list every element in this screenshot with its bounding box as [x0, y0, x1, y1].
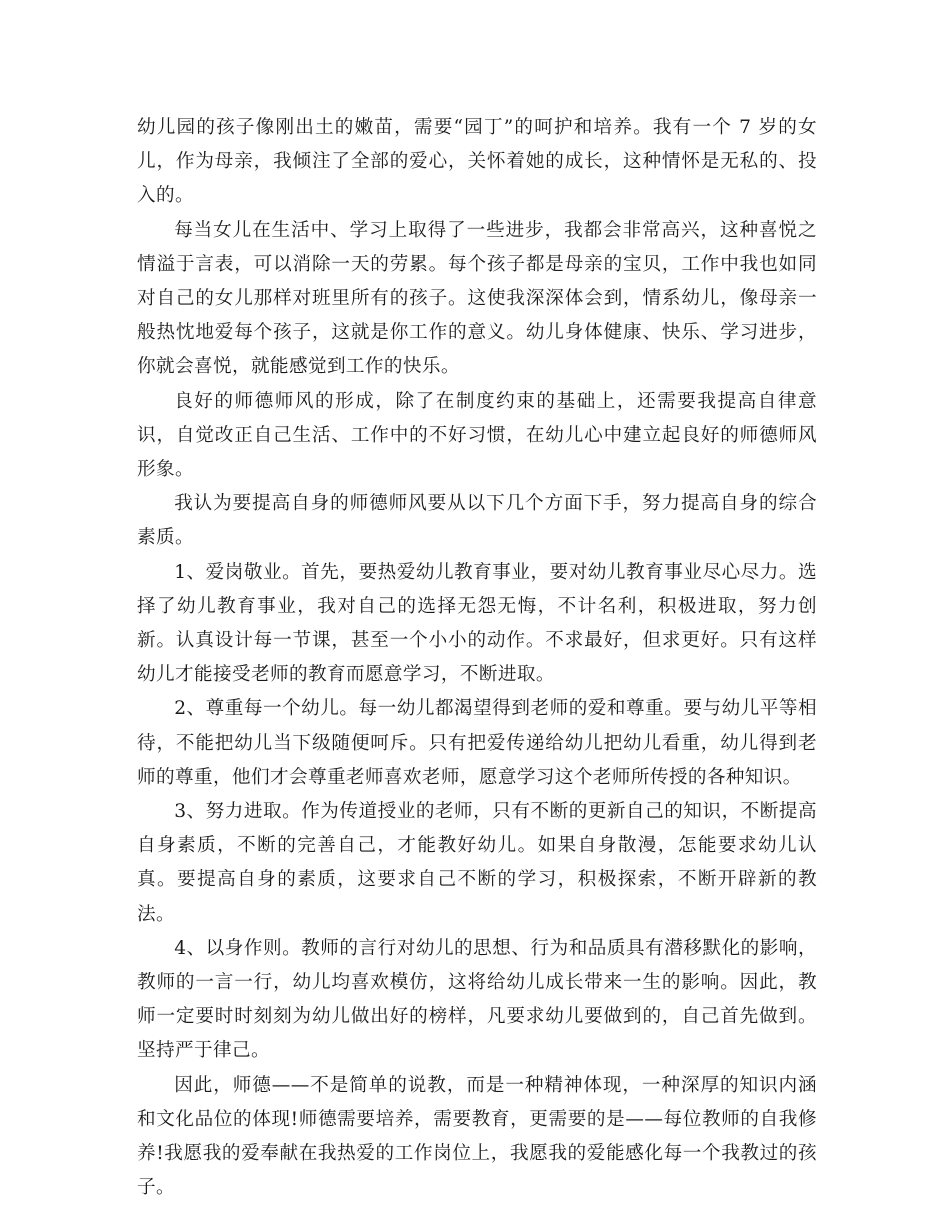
paragraph: 我认为要提高自身的师德师风要从以下几个方面下手，努力提高自身的综合素质。	[137, 493, 817, 549]
paragraph: 良好的师德师风的形成，除了在制度约束的基础上，还需要我提高自律意识，自觉改正自己生活、工作中的不好习惯，在幼儿心中建立起良好的师德师风形象。	[137, 390, 817, 481]
paragraph: 因此，师德——不是简单的说教，而是一种精神体现，一种深厚的知识内涵和文化品位的体现!师德需要培养，需要教育，更需要的是——每位教师的自我修养!我愿我的爱奉献在我热爱的工作岗位上，我愿我的爱能感化每一个我教过的孩子。	[137, 1074, 817, 1199]
paragraph: 4、以身作则。教师的言行对幼儿的思想、行为和品质具有潜移默化的影响，教师的一言一行，幼儿均喜欢模仿，这将给幼儿成长带来一生的影响。因此，教师一定要时时刻刻为幼儿做出好的榜样，凡要求幼儿要做到的，自己首先做到。坚持严于律己。	[137, 937, 817, 1062]
document-body	[137, 111, 817, 1206]
paragraph: 2、尊重每一个幼儿。每一幼儿都渴望得到老师的爱和尊重。要与幼儿平等相待，不能把幼儿当下级随便呵斥。只有把爱传递给幼儿把幼儿看重，幼儿得到老师的尊重，他们才会尊重老师喜欢老师，愿意学习这个老师所传授的各种知识。	[137, 698, 817, 788]
paragraph: 幼儿园的孩子像刚出土的嫩苗，需要“园丁”的呵护和培养。我有一个 7 岁的女儿，作为母亲，我倾注了全部的爱心，关怀着她的成长，这种情怀是无私的、投入的。	[137, 117, 817, 207]
paragraph: 每当女儿在生活中、学习上取得了一些进步，我都会非常高兴，这种喜悦之情溢于言表，可以消除一天的劳累。每个孩子都是母亲的宝贝，工作中我也如同对自己的女儿那样对班里所有的孩子。这使我深深体会到，情系幼儿，像母亲一般热忱地爱每个孩子，这就是你工作的意义。幼儿身体健康、快乐、学习进步，你就会喜悦，就能感觉到工作的快乐。	[137, 219, 817, 378]
paragraph: 3、努力进取。作为传道授业的老师，只有不断的更新自己的知识，不断提高自身素质，不断的完善自己，才能教好幼儿。如果自身散漫，怎能要求幼儿认真。要提高自身的素质，这要求自己不断的学习，积极探索，不断开辟新的教法。	[137, 801, 817, 925]
paragraph: 1、爱岗敬业。首先，要热爱幼儿教育事业，要对幼儿教育事业尽心尽力。选择了幼儿教育事业，我对自己的选择无怨无悔，不计名利，积极进取，努力创新。认真设计每一节课，甚至一个小小的动作。不求最好，但求更好。只有这样幼儿才能接受老师的教育而愿意学习，不断进取。	[137, 561, 817, 686]
